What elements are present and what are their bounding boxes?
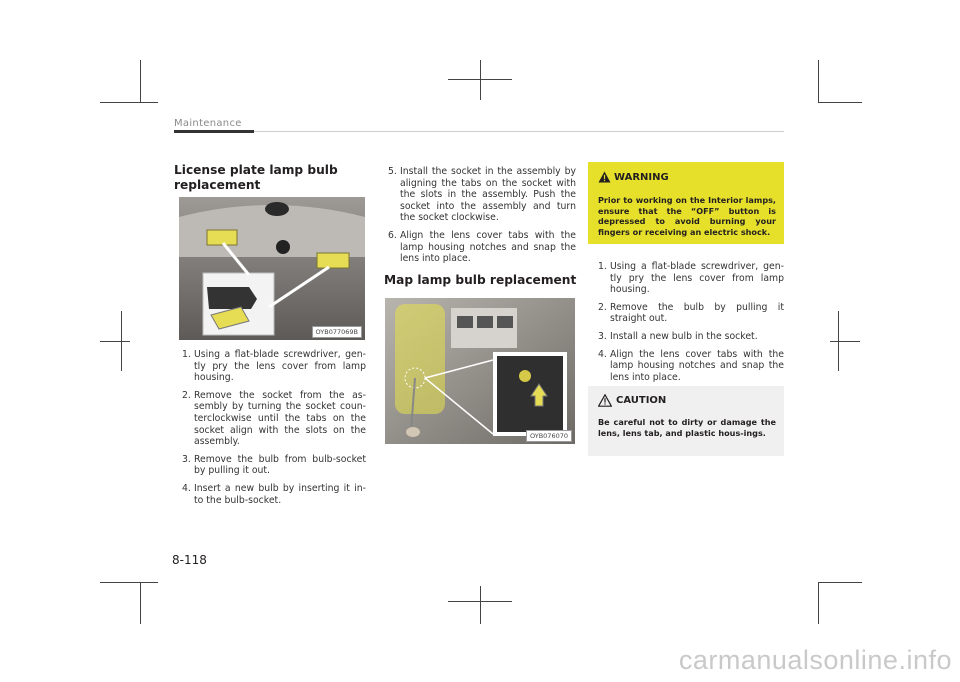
step-text: Install a new bulb in the socket.: [610, 330, 758, 342]
step-text: Align the lens cover tabs with the lamp housing notches and snap the lens into place.: [610, 348, 784, 383]
step-number: 2.: [182, 389, 191, 401]
license-plate-lamp-photo: [179, 197, 365, 340]
section-label: Maintenance: [174, 118, 242, 129]
map-lamp-photo: [385, 298, 575, 444]
step-text: Using a flat-blade screwdriver, gen-tly pry the lens cover from lamp housing.: [610, 261, 784, 296]
header-rule: [254, 131, 784, 132]
caution-triangle-icon: [598, 394, 612, 407]
step-number: 6.: [388, 229, 397, 241]
map-lamp-illustration: [385, 298, 575, 444]
warning-text: Prior to working on the Interior lamps, ensure that the “OFF” button is depressed to avoid burning your fingers or receiving an electric shock.: [598, 195, 776, 237]
list-item: [174, 349, 366, 384]
step-number: 3.: [598, 330, 607, 342]
license-plate-steps-continued: [380, 166, 576, 271]
list-item: [174, 390, 366, 448]
list-item: [174, 454, 366, 477]
step-text: Remove the socket from the as-sembly by turning the socket coun-terclockwise until the tabs on the socket align with the slots on the assembly.: [194, 389, 366, 448]
step-number: 4.: [598, 348, 607, 360]
map-lamp-steps: [590, 261, 784, 389]
list-item: [590, 302, 784, 325]
list-item: [590, 349, 784, 384]
warning-box: [588, 162, 784, 244]
step-number: 4.: [182, 482, 191, 494]
page-number: 8-118: [172, 553, 207, 567]
caution-box: [588, 386, 784, 456]
step-text: Using a flat-blade screwdriver, gen-tly pry the lens cover from lamp housing.: [194, 349, 366, 384]
figure-code: OYB077069B: [312, 326, 362, 338]
license-plate-heading: License plate lamp bulb replacement: [174, 163, 338, 192]
step-number: 1.: [182, 349, 191, 360]
license-plate-illustration: [179, 197, 365, 340]
header-bar: [174, 130, 254, 133]
list-item: [590, 331, 784, 343]
figure-code: OYB076070: [526, 430, 572, 442]
step-text: Remove the bulb by pulling it straight out.: [610, 301, 784, 325]
step-number: 2.: [598, 301, 607, 313]
map-lamp-heading: Map lamp bulb replacement: [384, 273, 577, 287]
step-number: 3.: [182, 453, 191, 465]
list-item: [380, 230, 576, 265]
step-number: 1.: [598, 261, 607, 272]
caution-title: CAUTION: [616, 395, 667, 406]
step-text: Remove the bulb from bulb-socket by pulling it out.: [194, 453, 366, 477]
license-plate-steps: [174, 349, 366, 512]
caution-text: Be careful not to dirty or damage the lens, lens tab, and plastic hous-ings.: [598, 417, 776, 438]
list-item: [174, 483, 366, 506]
step-text: Align the lens cover tabs with the lamp housing notches and snap the lens into place.: [400, 229, 576, 265]
step-text: Insert a new bulb by inserting it in-to the bulb-socket.: [194, 482, 366, 506]
list-item: [380, 166, 576, 224]
warning-triangle-icon: [598, 171, 611, 183]
list-item: [590, 261, 784, 296]
step-text: Install the socket in the assembly by aligning the tabs on the socket with the slots in the assembly. Push the socket into the assembly and turn the socket clockwise.: [400, 166, 576, 224]
warning-title: WARNING: [614, 172, 669, 183]
watermark: carmanualsonline.info: [678, 645, 952, 675]
step-number: 5.: [388, 166, 397, 177]
